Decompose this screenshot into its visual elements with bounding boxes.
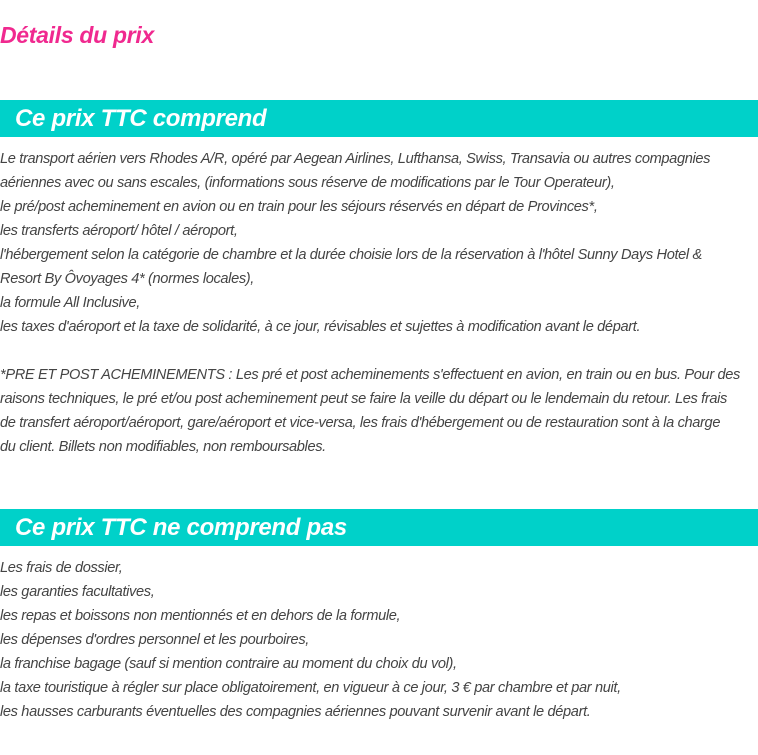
- excluded-list: [0, 556, 758, 724]
- excluded-item: les dépenses d'ordres personnel et les pourboires,: [0, 632, 309, 648]
- note-line: du client. Billets non modifiables, non remboursables.: [0, 439, 326, 455]
- excluded-item: les repas et boissons non mentionnés et en dehors de la formule,: [0, 608, 401, 624]
- page-title: Détails du prix: [0, 22, 154, 48]
- included-item: Le transport aérien vers Rhodes A/R, opéré par Aegean Airlines, Lufthansa, Swiss, Transavia ou autres compagnies: [0, 151, 711, 167]
- section-title-included: Ce prix TTC comprend: [15, 105, 267, 132]
- included-item: les taxes d'aéroport et la taxe de solidarité, à ce jour, révisables et sujettes à modification avant le départ.: [0, 319, 641, 335]
- section-title-excluded: Ce prix TTC ne comprend pas: [15, 514, 347, 541]
- included-item: la formule All Inclusive,: [0, 295, 140, 311]
- excluded-item: les hausses carburants éventuelles des compagnies aériennes pouvant survenir avant le départ.: [0, 704, 591, 720]
- included-item: le pré/post acheminement en avion ou en train pour les séjours réservés en départ de Provinces*,: [0, 199, 598, 215]
- note-line: raisons techniques, le pré et/ou post acheminement peut se faire la veille du départ ou le lendemain du retour. Les frais: [0, 391, 727, 407]
- included-list: [0, 147, 758, 339]
- section-header-included: [0, 100, 758, 137]
- note-line: de transfert aéroport/aéroport, gare/aéroport et vice-versa, les frais d'hébergement ou de restauration sont à la charge: [0, 415, 721, 431]
- excluded-item: la taxe touristique à régler sur place obligatoirement, en vigueur à ce jour, 3 € par chambre et par nuit,: [0, 680, 621, 696]
- included-item: aériennes avec ou sans escales, (informations sous réserve de modifications par le Tour Operateur),: [0, 175, 615, 191]
- excluded-item: les garanties facultatives,: [0, 584, 155, 600]
- note-line: *PRE ET POST ACHEMINEMENTS : Les pré et post acheminements s'effectuent en avion, en train ou en bus. Pour des: [0, 367, 741, 383]
- included-item: l'hébergement selon la catégorie de chambre et la durée choisie lors de la réservation à l'hôtel Sunny Days Hotel &: [0, 247, 702, 263]
- section-header-excluded: [0, 509, 758, 546]
- excluded-item: la franchise bagage (sauf si mention contraire au moment du choix du vol),: [0, 656, 457, 672]
- included-item: les transferts aéroport/ hôtel / aéroport,: [0, 223, 238, 239]
- included-item: Resort By Ôvoyages 4* (normes locales),: [0, 271, 255, 287]
- transfer-note: [0, 363, 758, 459]
- excluded-item: Les frais de dossier,: [0, 560, 123, 576]
